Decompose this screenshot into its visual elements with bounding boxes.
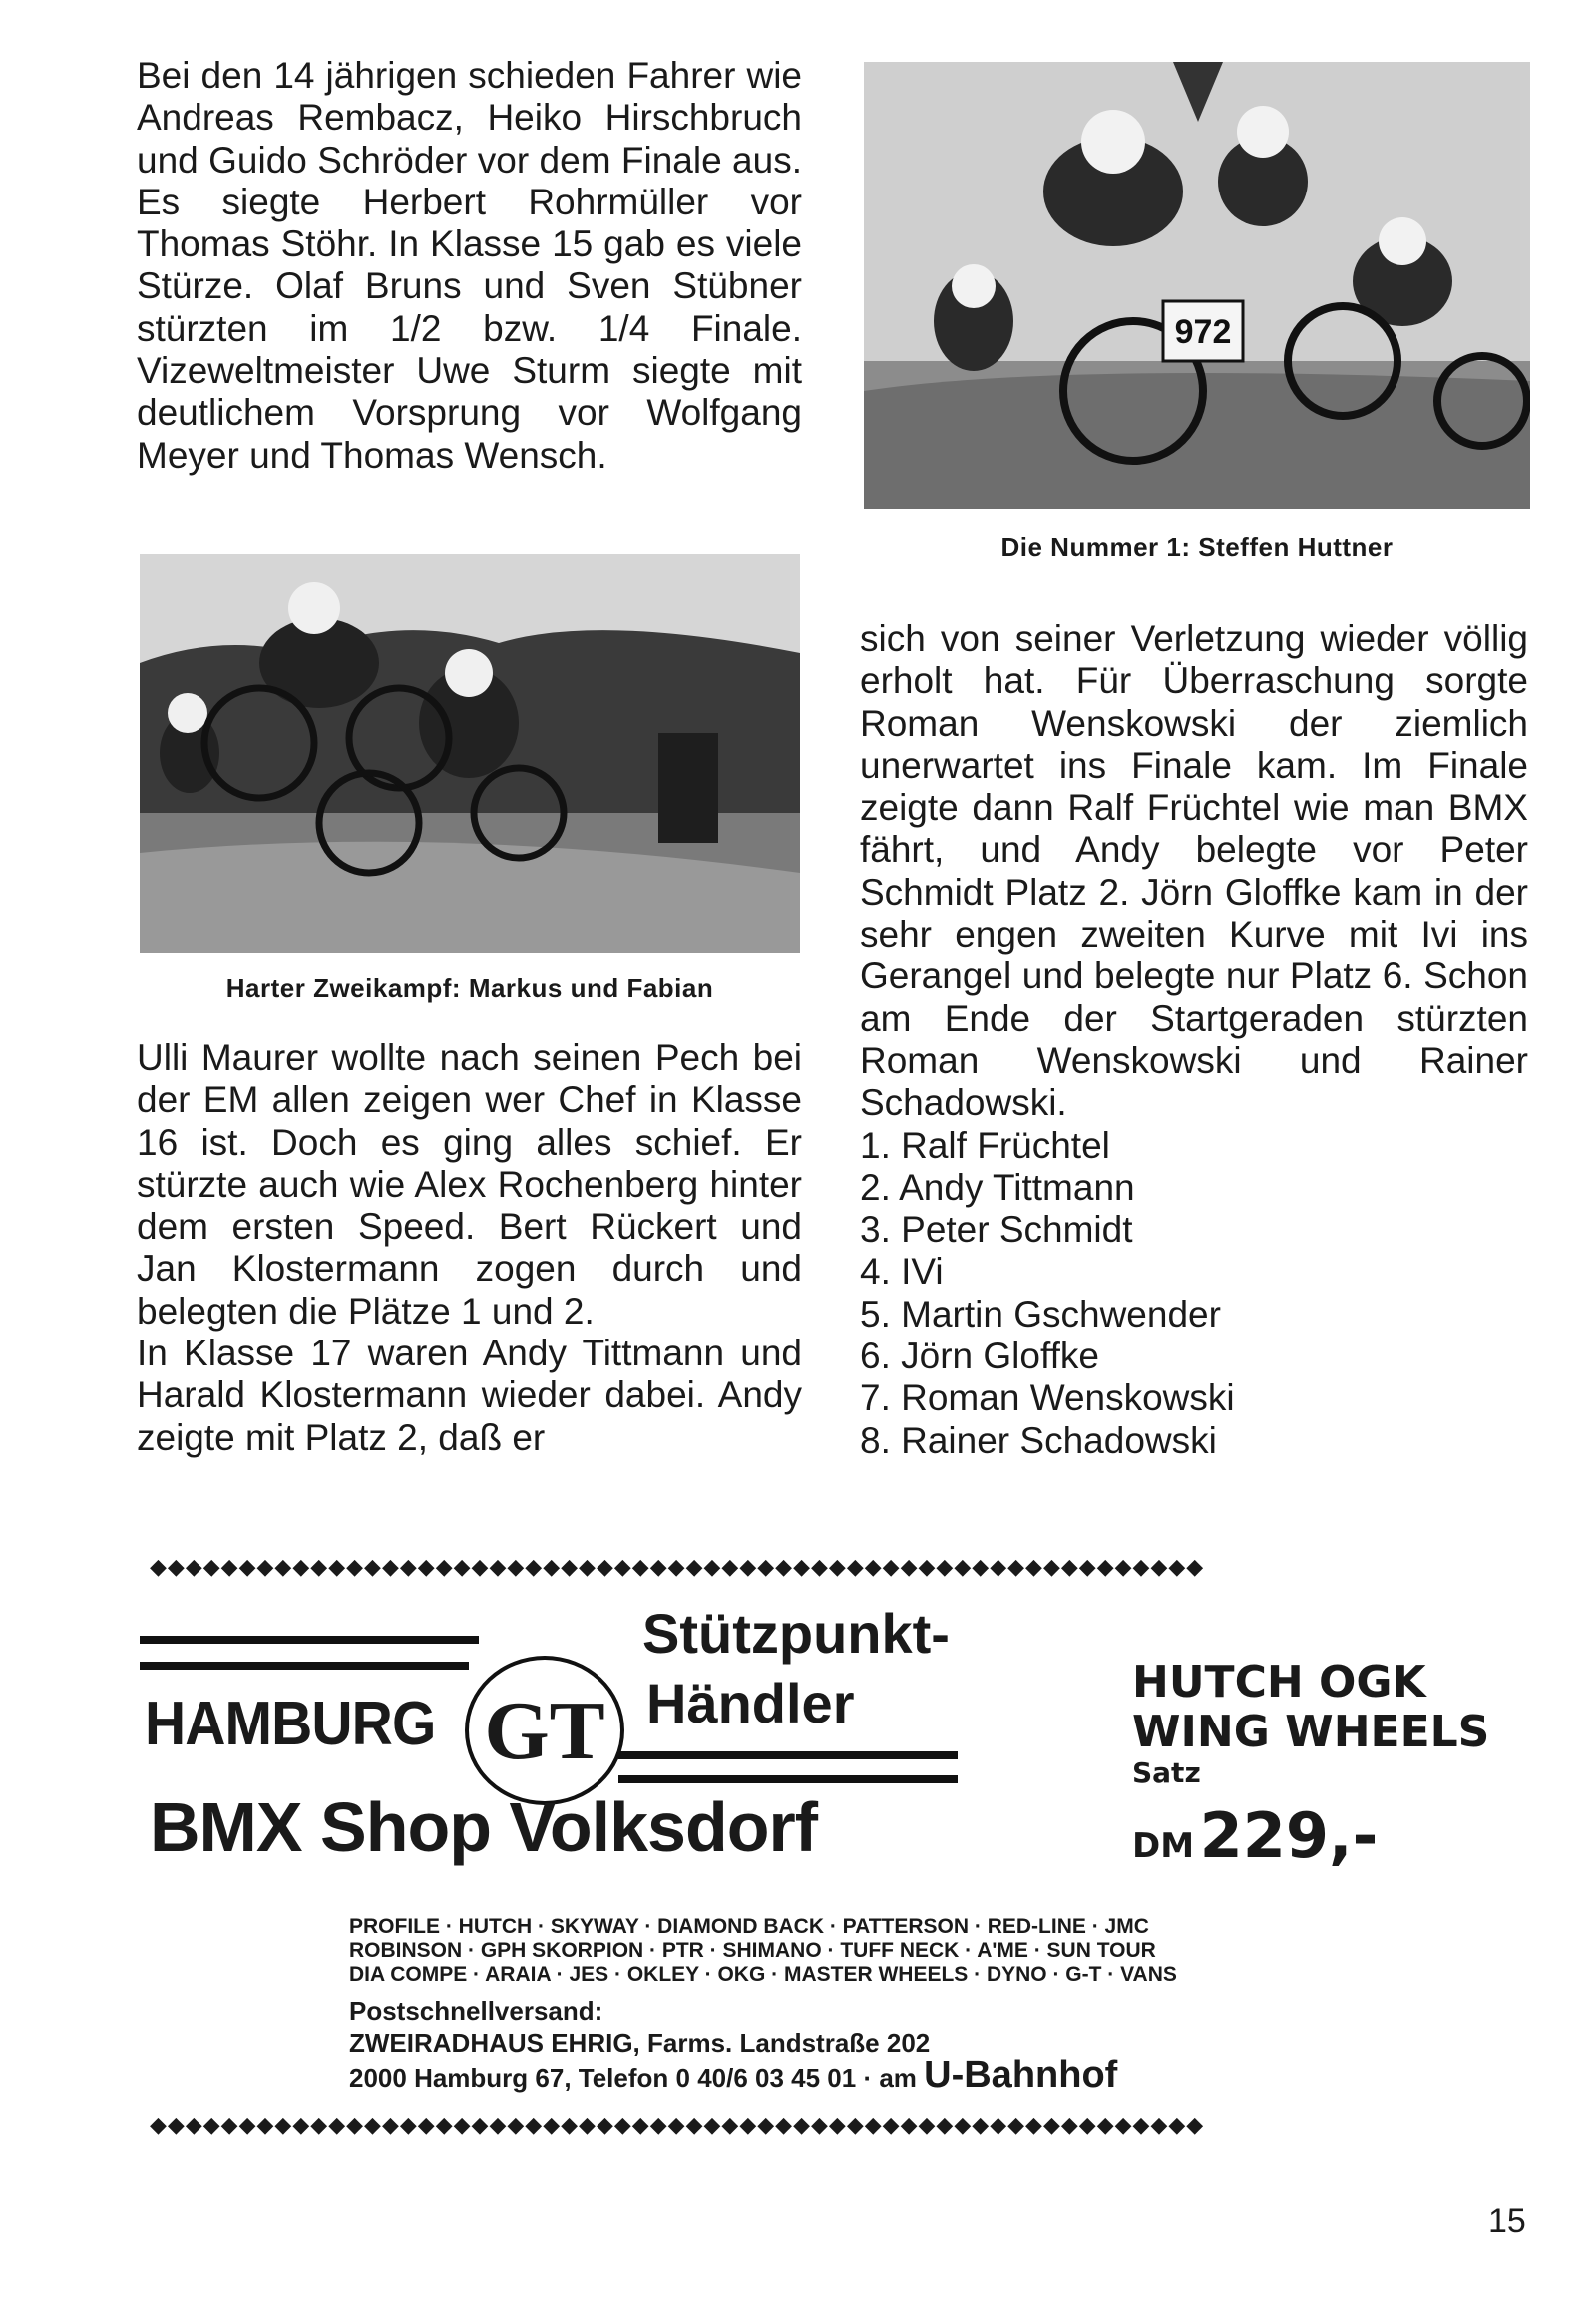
result-item: 5. Martin Gschwender — [860, 1293, 1221, 1335]
address-text: 2000 Hamburg 67, Telefon 0 40/6 03 45 01 · am — [349, 2063, 925, 2093]
gt-logo — [465, 1656, 624, 1805]
diamond-border-top: ◆◆◆◆◆◆◆◆◆◆◆◆◆◆◆◆◆◆◆◆◆◆◆◆◆◆◆◆◆◆◆◆◆◆◆◆◆◆◆◆◆◆◆◆◆◆◆◆◆◆◆◆◆◆◆◆◆◆◆ — [150, 1554, 1205, 1579]
ad-brand-list — [349, 1915, 1177, 1987]
result-item: 3. Peter Schmidt — [860, 1209, 1133, 1251]
brand-line: DIA COMPE · ARAIA · JES · OKLEY · OKG · MASTER WHEELS · DYNO · G-T · VANS — [349, 1963, 1177, 1986]
result-item: 4. IVi — [860, 1251, 944, 1293]
paragraph-klasse-14-15: Bei den 14 jährigen schieden Fahrer wie Andreas Rembacz, Heiko Hirschbruch und Guido Schröder vor dem Finale aus. Es siegte Herbert Rohrmüller vor Thomas Stöhr. In Klasse 15 gab es viele Stürze. Olaf Bruns und Sven Stübner stürzten im 1/2 bzw. 1/4 Finale. Vizeweltmeister Uwe Sturm siegte mit deutlichem Vorsprung vor Wolfgang Meyer und Thomas Wensch. — [137, 55, 802, 476]
photo-steffen-huttner — [864, 62, 1530, 509]
caption-top-right: Die Nummer 1: Steffen Huttner — [1000, 532, 1394, 562]
paragraph-klasse-16: Ulli Maurer wollte nach seinen Pech bei der EM allen zeigen wer Chef in Klasse 16 ist. Doch es ging alles schief. Er stürzte auch wie Alex Rochenberg hinter dem ersten Speed. Bert Rückert und Jan Klostermann zogen durch und belegten die Plätze 1 und 2. — [137, 1037, 802, 1332]
number-plate-972: 972 — [1174, 313, 1232, 351]
ad-hamburg: HAMBURG — [145, 1690, 436, 1758]
gt-logo-text: GT — [484, 1684, 605, 1777]
decor-bar — [140, 1636, 479, 1644]
ubahn-label: U-Bahnhof — [924, 2054, 1118, 2096]
results-list — [860, 1125, 1528, 1462]
offer-line-2: WING WHEELS — [1132, 1707, 1490, 1757]
offer-price — [1132, 1799, 1489, 1872]
brand-line: ROBINSON · GPH SKORPION · PTR · SHIMANO · TUFF NECK · A'ME · SUN TOUR — [349, 1939, 1156, 1962]
ad-offer — [1132, 1658, 1489, 1872]
article-left-top — [137, 55, 802, 477]
page-number: 15 — [1488, 2202, 1526, 2240]
ad-address-line-2 — [349, 2054, 1118, 2096]
ad-mail-order: Postschnellversand: — [349, 1996, 603, 2026]
result-item: 2. Andy Tittmann — [860, 1166, 1135, 1208]
paragraph-finale: sich von seiner Verletzung wieder völlig erholt hat. Für Überraschung sorgte Roman Wenskowski der ziemlich unerwartet ins Finale kam. Im Finale zeigte dann Ralf Früchtel wie man BMX fährt, und Andy belegte vor Peter Schmidt Platz 2. Jörn Gloffke kam in der sehr engen zweiten Kurve mit Ivi ins Gerangel und belegte nur Platz 6. Schon am Ende der Startgeraden stürzten Roman Wenskowski und Rainer Schadowski. — [860, 618, 1528, 1124]
brand-line: PROFILE · HUTCH · SKYWAY · DIAMOND BACK · PATTERSON · RED-LINE · JMC — [349, 1915, 1149, 1938]
ad-haendler: Händler — [646, 1672, 855, 1734]
offer-line-1: HUTCH OGK — [1132, 1657, 1426, 1708]
diamond-border-bottom: ◆◆◆◆◆◆◆◆◆◆◆◆◆◆◆◆◆◆◆◆◆◆◆◆◆◆◆◆◆◆◆◆◆◆◆◆◆◆◆◆◆◆◆◆◆◆◆◆◆◆◆◆◆◆◆◆◆◆◆ — [150, 2112, 1205, 2137]
price-value: 229,- — [1199, 1799, 1379, 1872]
decor-bar — [140, 1662, 469, 1670]
decor-bar — [618, 1751, 958, 1759]
result-item: 8. Rainer Schadowski — [860, 1419, 1217, 1461]
offer-line-3: Satz — [1132, 1756, 1201, 1789]
photo-markus-fabian — [140, 554, 800, 953]
ad-shop-name: BMX Shop Volksdorf — [150, 1788, 818, 1866]
price-currency: DM — [1132, 1826, 1195, 1866]
paragraph-klasse-17: In Klasse 17 waren Andy Tittmann und Harald Klostermann wieder dabei. Andy zeigte mit Platz 2, daß er — [137, 1333, 802, 1458]
ad-stuetzpunkt: Stützpunkt- — [642, 1602, 950, 1665]
result-item: 1. Ralf Früchtel — [860, 1124, 1110, 1166]
decor-bar — [618, 1775, 958, 1783]
result-item: 7. Roman Wenskowski — [860, 1377, 1235, 1419]
result-item: 6. Jörn Gloffke — [860, 1336, 1099, 1377]
ad-address-line-1: ZWEIRADHAUS EHRIG, Farms. Landstraße 202 — [349, 2028, 931, 2058]
caption-left: Harter Zweikampf: Markus und Fabian — [225, 973, 714, 1003]
article-right — [860, 618, 1528, 1462]
article-left-bottom — [137, 1037, 802, 1459]
